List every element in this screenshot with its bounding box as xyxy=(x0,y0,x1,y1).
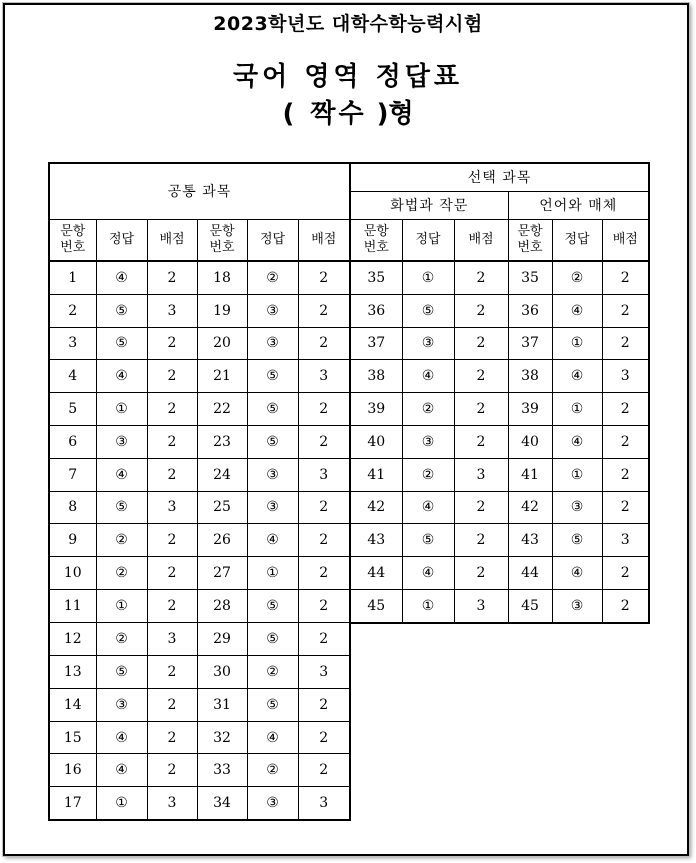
score-cell: 2 xyxy=(298,393,350,426)
score-cell: 2 xyxy=(147,557,197,590)
table-row xyxy=(49,393,649,426)
question-number-cell: 30 xyxy=(197,656,247,689)
empty-area xyxy=(508,721,552,754)
question-number-cell: 14 xyxy=(49,688,96,721)
answer-mark-cell: ④ xyxy=(96,721,147,754)
empty-area xyxy=(402,656,454,689)
score-cell: 2 xyxy=(454,294,508,327)
question-number-cell: 44 xyxy=(350,557,402,590)
question-number-cell: 22 xyxy=(197,393,247,426)
score-cell: 2 xyxy=(454,425,508,458)
empty-area xyxy=(552,656,602,689)
answer-table xyxy=(48,162,650,821)
empty-area xyxy=(602,623,649,656)
score-cell: 3 xyxy=(298,360,350,393)
score-cell: 2 xyxy=(602,557,649,590)
empty-area xyxy=(602,688,649,721)
empty-area xyxy=(402,754,454,787)
question-number-cell: 3 xyxy=(49,327,96,360)
exam-title: 2023학년도 대학수학능력시험 xyxy=(213,13,483,35)
answer-mark-cell: ② xyxy=(402,393,454,426)
question-number-cell: 33 xyxy=(197,754,247,787)
answer-mark-cell: ③ xyxy=(247,491,298,524)
score-cell: 2 xyxy=(454,261,508,294)
type-value: 짝수 xyxy=(310,99,367,129)
score-cell: 2 xyxy=(147,327,197,360)
question-number-cell: 36 xyxy=(508,294,552,327)
answer-mark-cell: ② xyxy=(96,524,147,557)
question-number-cell: 42 xyxy=(350,491,402,524)
score-cell: 2 xyxy=(602,491,649,524)
empty-area xyxy=(552,688,602,721)
table-row xyxy=(49,721,649,754)
question-number-cell: 39 xyxy=(508,393,552,426)
question-number-cell: 32 xyxy=(197,721,247,754)
question-number-cell: 23 xyxy=(197,425,247,458)
empty-area xyxy=(602,787,649,820)
answer-mark-cell: ③ xyxy=(96,425,147,458)
question-number-cell: 8 xyxy=(49,491,96,524)
answer-mark-cell: ② xyxy=(247,261,298,294)
answer-mark-cell: ⑤ xyxy=(247,393,298,426)
score-cell: 2 xyxy=(298,754,350,787)
answer-mark-cell: ① xyxy=(402,261,454,294)
score-cell: 2 xyxy=(298,557,350,590)
score-cell: 2 xyxy=(147,524,197,557)
empty-area xyxy=(402,721,454,754)
answer-mark-cell: ④ xyxy=(247,524,298,557)
question-number-cell: 21 xyxy=(197,360,247,393)
question-number-cell: 20 xyxy=(197,327,247,360)
table-row xyxy=(49,589,649,622)
question-number-cell: 34 xyxy=(197,787,247,820)
score-cell: 3 xyxy=(298,656,350,689)
column-header-number: 문항 번호 xyxy=(197,220,247,262)
empty-area xyxy=(454,754,508,787)
empty-area xyxy=(350,623,402,656)
empty-area xyxy=(454,688,508,721)
score-cell: 3 xyxy=(298,787,350,820)
table-row xyxy=(49,524,649,557)
score-cell: 2 xyxy=(298,294,350,327)
question-number-cell: 37 xyxy=(508,327,552,360)
column-header-number: 문항 번호 xyxy=(49,220,96,262)
group-elective-header: 선택 과목 xyxy=(350,163,649,192)
answer-mark-cell: ① xyxy=(247,557,298,590)
answer-mark-cell: ⑤ xyxy=(247,360,298,393)
empty-area xyxy=(508,623,552,656)
score-cell: 2 xyxy=(454,360,508,393)
column-header-score: 배점 xyxy=(298,220,350,262)
score-cell: 2 xyxy=(147,425,197,458)
score-cell: 2 xyxy=(147,656,197,689)
question-number-cell: 1 xyxy=(49,261,96,294)
exam-type xyxy=(0,93,696,130)
empty-area xyxy=(602,656,649,689)
empty-area xyxy=(454,721,508,754)
table-row xyxy=(49,656,649,689)
question-number-cell: 45 xyxy=(350,589,402,622)
empty-area xyxy=(402,688,454,721)
question-number-cell: 2 xyxy=(49,294,96,327)
table-row xyxy=(49,294,649,327)
empty-area xyxy=(602,754,649,787)
answer-mark-cell: ① xyxy=(402,589,454,622)
question-number-cell: 40 xyxy=(508,425,552,458)
empty-area xyxy=(350,656,402,689)
score-cell: 3 xyxy=(298,458,350,491)
answer-mark-cell: ③ xyxy=(402,425,454,458)
question-number-cell: 6 xyxy=(49,425,96,458)
question-number-cell: 36 xyxy=(350,294,402,327)
answer-mark-cell: ③ xyxy=(247,458,298,491)
question-number-cell: 12 xyxy=(49,623,96,656)
answer-mark-cell: ⑤ xyxy=(402,524,454,557)
column-header-answer: 정답 xyxy=(552,220,602,262)
question-number-cell: 38 xyxy=(350,360,402,393)
score-cell: 2 xyxy=(298,491,350,524)
score-cell: 3 xyxy=(147,787,197,820)
empty-area xyxy=(350,787,402,820)
score-cell: 3 xyxy=(147,623,197,656)
question-number-cell: 41 xyxy=(508,458,552,491)
table-row xyxy=(49,787,649,820)
answer-mark-cell: ④ xyxy=(552,360,602,393)
answer-mark-cell: ③ xyxy=(402,327,454,360)
elective-b-header: 언어와 매체 xyxy=(508,192,649,220)
answer-mark-cell: ⑤ xyxy=(96,294,147,327)
question-number-cell: 25 xyxy=(197,491,247,524)
column-header-answer: 정답 xyxy=(247,220,298,262)
score-cell: 2 xyxy=(602,294,649,327)
table-row xyxy=(49,458,649,491)
score-cell: 2 xyxy=(147,360,197,393)
score-cell: 2 xyxy=(147,589,197,622)
question-number-cell: 43 xyxy=(350,524,402,557)
answer-mark-cell: ⑤ xyxy=(96,656,147,689)
answer-mark-cell: ③ xyxy=(247,787,298,820)
score-cell: 2 xyxy=(454,393,508,426)
question-number-cell: 27 xyxy=(197,557,247,590)
answer-mark-cell: ① xyxy=(96,589,147,622)
question-number-cell: 19 xyxy=(197,294,247,327)
answer-mark-cell: ⑤ xyxy=(552,524,602,557)
empty-area xyxy=(552,787,602,820)
question-number-cell: 15 xyxy=(49,721,96,754)
empty-area xyxy=(552,721,602,754)
question-number-cell: 26 xyxy=(197,524,247,557)
column-header-score: 배점 xyxy=(602,220,649,262)
empty-area xyxy=(454,787,508,820)
elective-a-header: 화법과 작문 xyxy=(350,192,508,220)
score-cell: 2 xyxy=(147,721,197,754)
answer-mark-cell: ③ xyxy=(247,327,298,360)
column-header-answer: 정답 xyxy=(96,220,147,262)
answer-mark-cell: ② xyxy=(402,458,454,491)
empty-area xyxy=(454,656,508,689)
answer-mark-cell: ① xyxy=(96,393,147,426)
empty-area xyxy=(402,623,454,656)
score-cell: 2 xyxy=(147,261,197,294)
score-cell: 2 xyxy=(298,261,350,294)
score-cell: 2 xyxy=(454,491,508,524)
empty-area xyxy=(402,787,454,820)
table-row xyxy=(49,360,649,393)
score-cell: 2 xyxy=(298,688,350,721)
question-number-cell: 28 xyxy=(197,589,247,622)
question-number-cell: 9 xyxy=(49,524,96,557)
score-cell: 2 xyxy=(602,393,649,426)
answer-mark-cell: ④ xyxy=(552,557,602,590)
score-cell: 2 xyxy=(454,327,508,360)
answer-mark-cell: ⑤ xyxy=(247,623,298,656)
answer-mark-cell: ⑤ xyxy=(247,589,298,622)
answer-mark-cell: ④ xyxy=(552,294,602,327)
score-cell: 2 xyxy=(602,589,649,622)
question-number-cell: 24 xyxy=(197,458,247,491)
question-number-cell: 40 xyxy=(350,425,402,458)
table-row xyxy=(49,491,649,524)
answer-mark-cell: ③ xyxy=(247,294,298,327)
table-row xyxy=(49,623,649,656)
empty-area xyxy=(508,656,552,689)
question-number-cell: 44 xyxy=(508,557,552,590)
answer-mark-cell: ④ xyxy=(96,458,147,491)
answer-mark-cell: ③ xyxy=(96,688,147,721)
question-number-cell: 35 xyxy=(350,261,402,294)
table-row xyxy=(49,754,649,787)
score-cell: 3 xyxy=(147,491,197,524)
answer-mark-cell: ⑤ xyxy=(96,327,147,360)
score-cell: 2 xyxy=(298,524,350,557)
answer-mark-cell: ② xyxy=(247,754,298,787)
table-row xyxy=(49,327,649,360)
answer-mark-cell: ④ xyxy=(96,754,147,787)
question-number-cell: 7 xyxy=(49,458,96,491)
answer-mark-cell: ④ xyxy=(96,360,147,393)
score-cell: 2 xyxy=(147,458,197,491)
score-cell: 2 xyxy=(147,688,197,721)
empty-area xyxy=(508,754,552,787)
score-cell: 2 xyxy=(298,425,350,458)
question-number-cell: 11 xyxy=(49,589,96,622)
score-cell: 2 xyxy=(298,327,350,360)
question-number-cell: 41 xyxy=(350,458,402,491)
question-number-cell: 5 xyxy=(49,393,96,426)
score-cell: 2 xyxy=(602,261,649,294)
question-number-cell: 13 xyxy=(49,656,96,689)
score-cell: 2 xyxy=(298,721,350,754)
question-number-cell: 35 xyxy=(508,261,552,294)
table-row xyxy=(49,425,649,458)
empty-area xyxy=(350,721,402,754)
type-close: )형 xyxy=(376,99,414,129)
score-cell: 2 xyxy=(454,524,508,557)
answer-mark-cell: ① xyxy=(96,787,147,820)
column-header-number: 문항 번호 xyxy=(350,220,402,262)
question-number-cell: 42 xyxy=(508,491,552,524)
answer-mark-cell: ③ xyxy=(552,491,602,524)
answer-mark-cell: ① xyxy=(552,327,602,360)
question-number-cell: 29 xyxy=(197,623,247,656)
group-common-header: 공통 과목 xyxy=(49,163,350,220)
score-cell: 3 xyxy=(454,589,508,622)
column-header-answer: 정답 xyxy=(402,220,454,262)
empty-area xyxy=(552,623,602,656)
table-row xyxy=(49,557,649,590)
question-number-cell: 16 xyxy=(49,754,96,787)
answer-mark-cell: ② xyxy=(96,623,147,656)
subject-title: 국어 영역 정답표 xyxy=(233,62,463,92)
score-cell: 2 xyxy=(147,754,197,787)
score-cell: 2 xyxy=(298,623,350,656)
question-number-cell: 17 xyxy=(49,787,96,820)
answer-mark-cell: ② xyxy=(552,261,602,294)
column-header-number: 문항 번호 xyxy=(508,220,552,262)
answer-mark-cell: ④ xyxy=(247,721,298,754)
question-number-cell: 4 xyxy=(49,360,96,393)
question-number-cell: 31 xyxy=(197,688,247,721)
score-cell: 2 xyxy=(298,589,350,622)
answer-mark-cell: ④ xyxy=(402,360,454,393)
answer-mark-cell: ④ xyxy=(402,557,454,590)
score-cell: 2 xyxy=(454,557,508,590)
table-row xyxy=(49,261,649,294)
score-cell: 2 xyxy=(602,458,649,491)
score-cell: 3 xyxy=(454,458,508,491)
answer-mark-cell: ⑤ xyxy=(247,425,298,458)
answer-mark-cell: ④ xyxy=(402,491,454,524)
empty-area xyxy=(552,754,602,787)
table-row xyxy=(49,688,649,721)
answer-mark-cell: ② xyxy=(247,656,298,689)
answer-mark-cell: ① xyxy=(552,458,602,491)
question-number-cell: 43 xyxy=(508,524,552,557)
answer-mark-cell: ⑤ xyxy=(402,294,454,327)
column-header-score: 배점 xyxy=(147,220,197,262)
score-cell: 3 xyxy=(602,524,649,557)
question-number-cell: 38 xyxy=(508,360,552,393)
score-cell: 3 xyxy=(147,294,197,327)
score-cell: 2 xyxy=(147,393,197,426)
answer-mark-cell: ⑤ xyxy=(247,688,298,721)
answer-mark-cell: ③ xyxy=(552,589,602,622)
question-number-cell: 39 xyxy=(350,393,402,426)
score-cell: 2 xyxy=(602,425,649,458)
column-header-score: 배점 xyxy=(454,220,508,262)
answer-mark-cell: ④ xyxy=(96,261,147,294)
answer-mark-cell: ④ xyxy=(552,425,602,458)
answer-mark-cell: ① xyxy=(552,393,602,426)
empty-area xyxy=(350,754,402,787)
type-open-paren: ( xyxy=(282,99,295,129)
answer-mark-cell: ⑤ xyxy=(96,491,147,524)
question-number-cell: 37 xyxy=(350,327,402,360)
question-number-cell: 45 xyxy=(508,589,552,622)
empty-area xyxy=(508,688,552,721)
empty-area xyxy=(602,721,649,754)
empty-area xyxy=(454,623,508,656)
empty-area xyxy=(508,787,552,820)
question-number-cell: 18 xyxy=(197,261,247,294)
answer-mark-cell: ② xyxy=(96,557,147,590)
score-cell: 3 xyxy=(602,360,649,393)
score-cell: 2 xyxy=(602,327,649,360)
empty-area xyxy=(350,688,402,721)
question-number-cell: 10 xyxy=(49,557,96,590)
